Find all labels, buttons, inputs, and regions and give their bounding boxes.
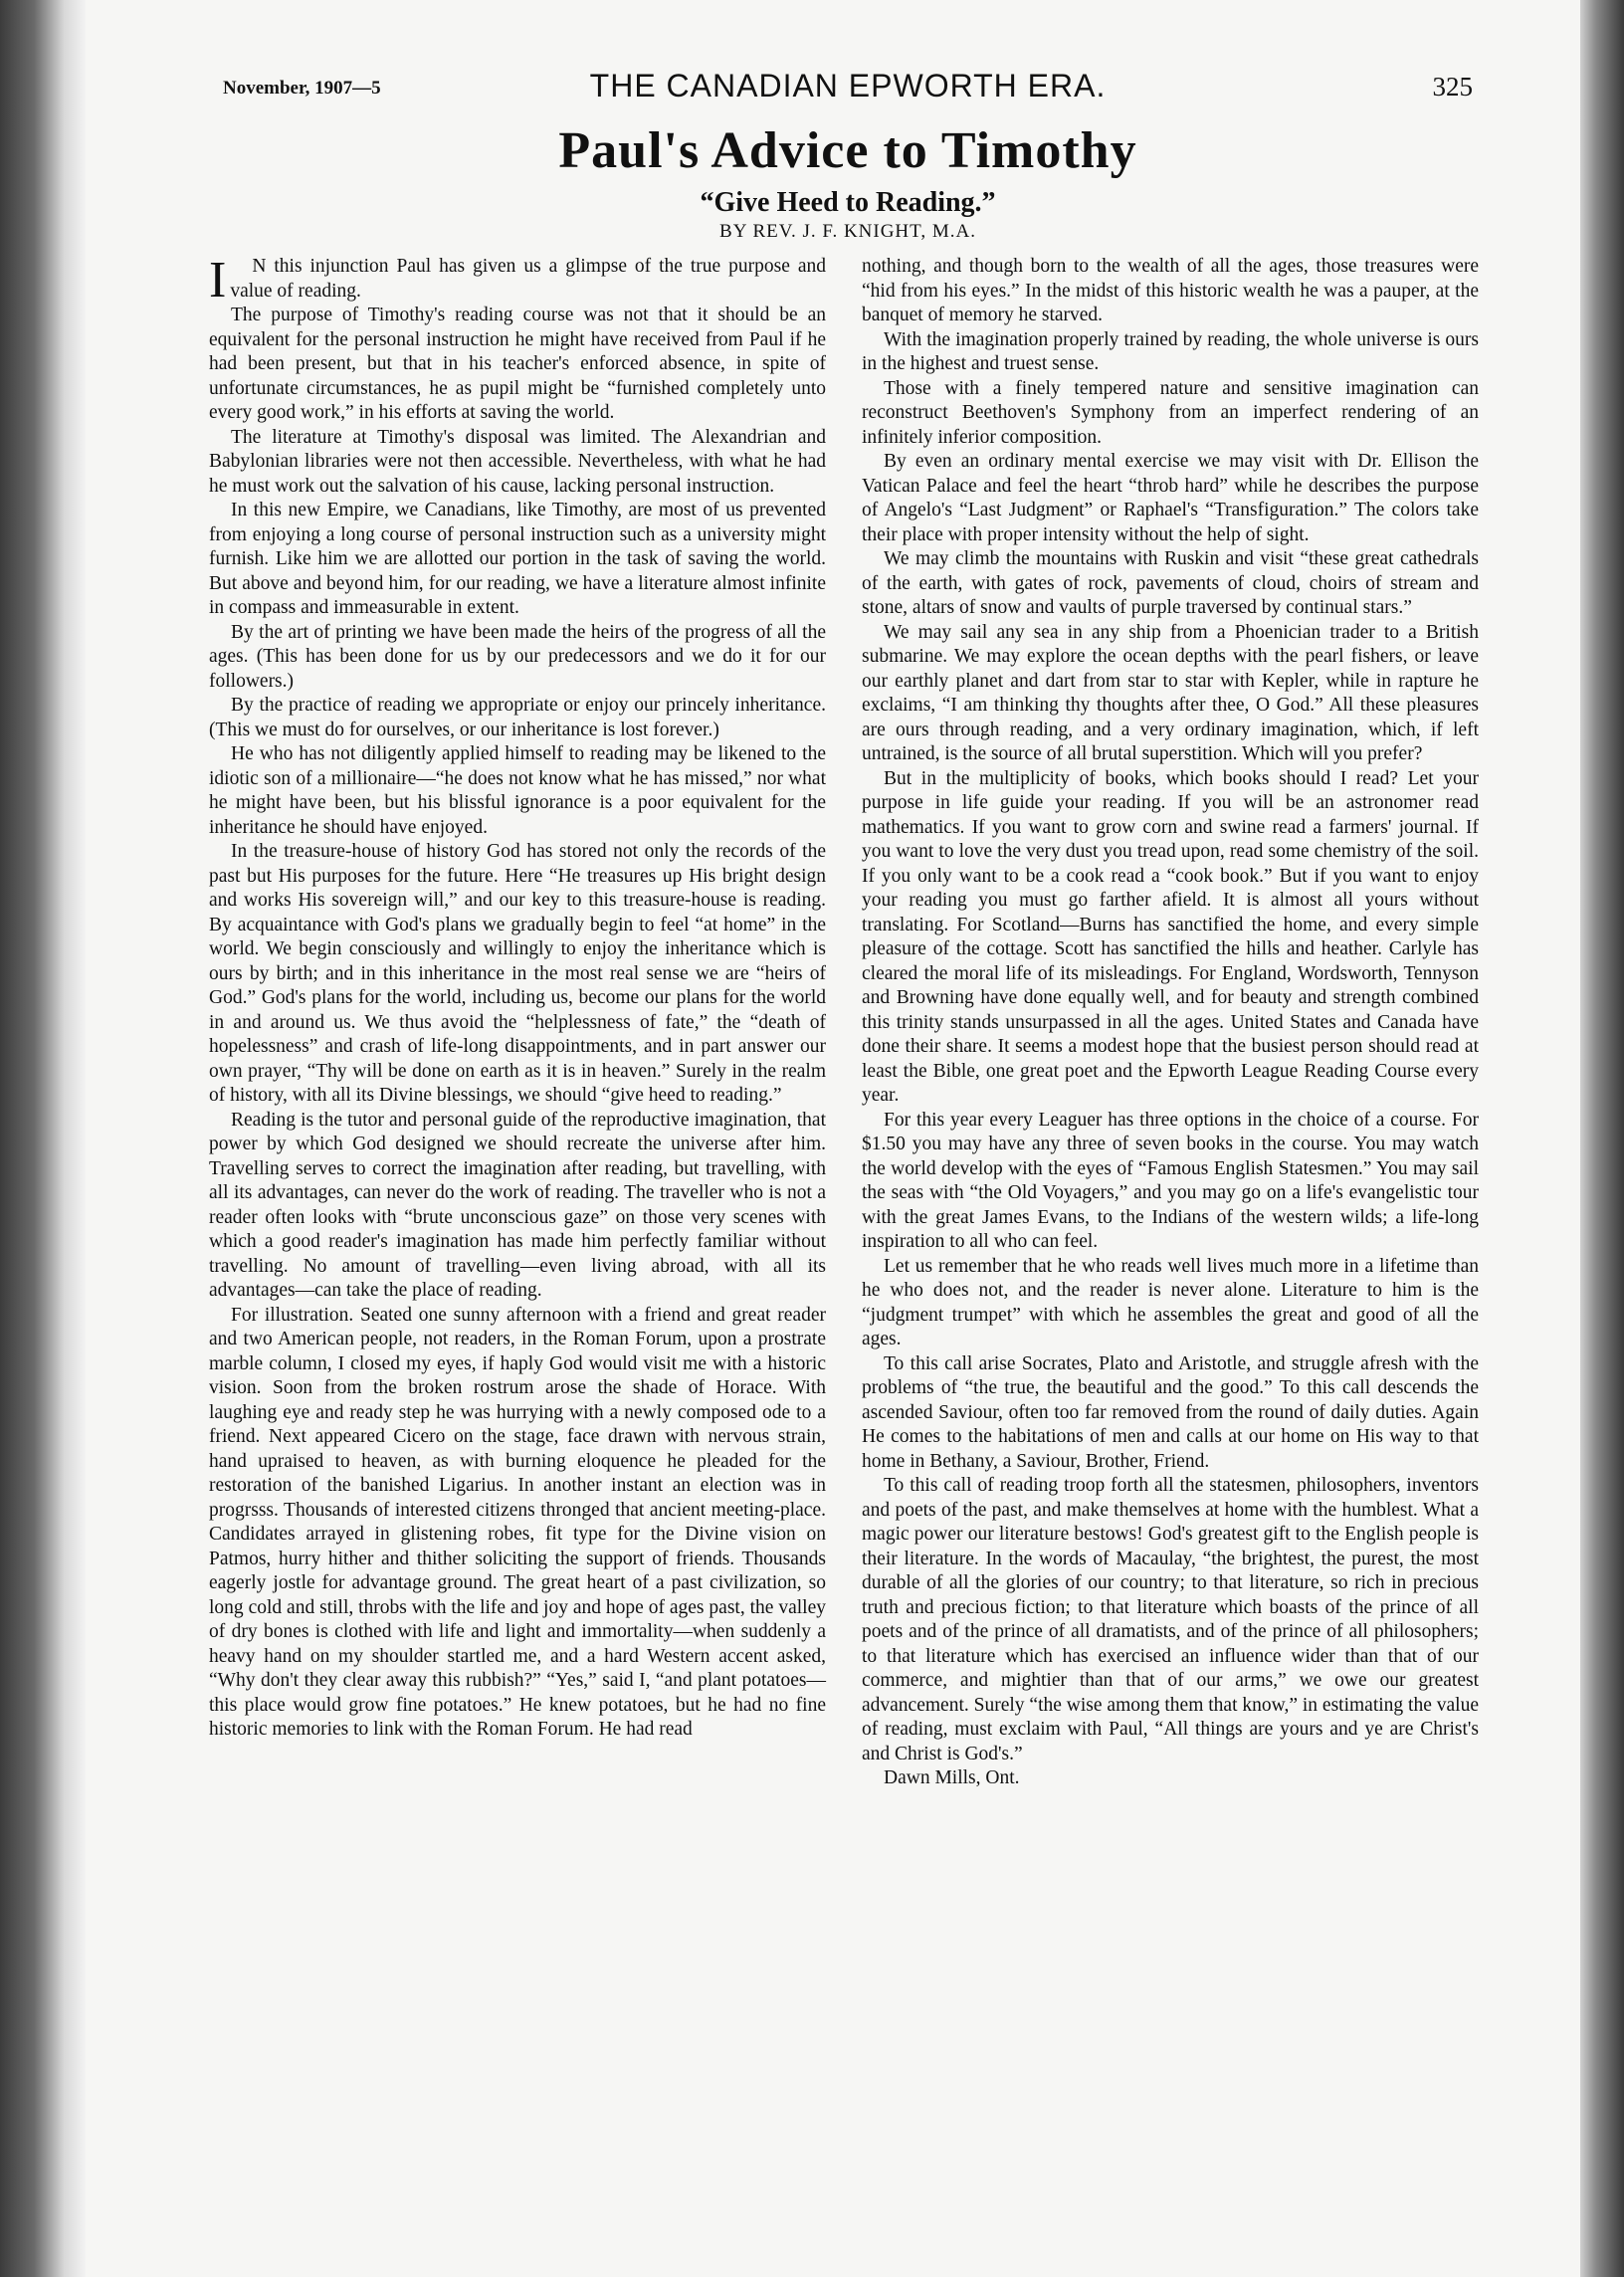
paragraph-continuation: nothing, and though born to the wealth of all the ages, those treasures were “hid from his eyes.” In the midst of this historic wealth he was a pauper, at the banquet of memory he starved.: [862, 256, 1479, 325]
paragraph: The purpose of Timothy's reading course was not that it should be an equivalent for the personal instruction he might have received from Paul if he had been present, but that in his teacher's enforced absence, in spite of unfortunate circumstances, he as pupil might be “furnished completely unto every good work,” in his efforts at saving the world.: [209, 305, 826, 423]
article-byline: BY REV. J. F. KNIGHT, M.A.: [719, 221, 976, 242]
paragraph: To this call of reading troop forth all the statesmen, philosophers, inventors and poets of the past, and make themselves at home with the humblest. What a magic power our literature bestows! God's greatest gift to the English people is their literature. In the words of Macaulay, “the brightest, the purest, the most durable of all the glories of our country; to that literature, so rich in precious truth and precious fiction; to that literature which boasts of the prince of all poets and of the prince of all dramatists, and of the prince of all philosophers; to that literature which has exercised an influence wider than that of our commerce, and mightier than that of our arms,” we owe our greatest advancement. Surely “the wise among them that know,” in estimating the value of reading, must exclaim with Paul, “All things are yours and ye are Christ's and Christ is God's.”: [862, 1475, 1479, 1764]
article-subtitle: “Give Heed to Reading.”: [700, 187, 996, 218]
article-title: Paul's Advice to Timothy: [558, 122, 1137, 179]
paragraph: We may sail any sea in any ship from a Phoenician trader to a British submarine. We may explore the ocean depths with the pearl fishers, or leave our earthly planet and dart from star to star with Kepler, while in rapture he exclaims, “I am thinking thy thoughts after thee, O God.” All these pleasures are ours through reading, and a very ordinary imagination, which, if left untrained, is the source of all brutal superstition. Which will you prefer?: [862, 621, 1479, 764]
page-number: 325: [1432, 72, 1473, 102]
publication-title: THE CANADIAN EPWORTH ERA.: [589, 68, 1107, 104]
paragraph: For this year every Leaguer has three options in the choice of a course. For $1.50 you may have any three of seven books in the course. You may watch the world develop with the eyes of “Famous English Statesmen.” You may sail the seas with “the Old Voyagers,” and you may go on a life's evangelistic tour with the great James Evans, to the Indians of the western wilds; a life-long inspiration to all who can feel.: [862, 1109, 1479, 1252]
paragraph: In this new Empire, we Canadians, like Timothy, are most of us prevented from enjoying a long course of personal instruction such as a university might furnish. Like him we are allotted our portion in the task of saving the world. But above and beyond him, for our reading, we have a literature almost infinite in compass and immeasurable in extent.: [209, 500, 826, 618]
paragraph: With the imagination properly trained by reading, the whole universe is ours in the highest and truest sense.: [862, 328, 1479, 374]
right-column: [862, 255, 1479, 1791]
paragraph: He who has not diligently applied himself to reading may be likened to the idiotic son of a millionaire—“he does not know what he has missed,” nor what he might have been, but his blissful ignorance is a poor equivalent for the inheritance he should have enjoyed.: [209, 743, 826, 838]
paragraph: To this call arise Socrates, Plato and Aristotle, and struggle afresh with the problems of “the true, the beautiful and the good.” To this call descends the ascended Saviour, often too far removed from the round of daily duties. Again He comes to the habitations of men and calls at our home on His way to that home in Bethany, a Saviour, Brother, Friend.: [862, 1352, 1479, 1472]
paragraph: By even an ordinary mental exercise we may visit with Dr. Ellison the Vatican Palace and feel the heart “throb hard” while he describes the purpose of Angelo's “Last Judgment” or Raphael's “Transfiguration.” The colors take their place with proper intensity without the help of sight.: [862, 451, 1479, 545]
paragraph: Those with a finely tempered nature and sensitive imagination can reconstruct Beethoven's Symphony from an imperfect rendering of an infinitely inferior composition.: [862, 377, 1479, 448]
paragraph: Let us remember that he who reads well lives much more in a lifetime than he who does not, and the reader is never alone. Literature to him is the “judgment trumpet” with which he assembles the great and good of all the ages.: [862, 1255, 1479, 1349]
drop-cap: I: [209, 252, 227, 309]
paragraph: But in the multiplicity of books, which books should I read? Let your purpose in life guide your reading. If you will be an astronomer read mathematics. If you want to grow corn and swine read a farmers' journal. If you want to love the very dust you tread upon, read some chemistry of the soil. If you only want to be a cook read a “cook book.” But if you want to enjoy your reading you must go farther afield. It is almost all yours without translating. For Scotland—Burns has sanctified the home, and every simple pleasure of the cottage. Scott has sanctified the hills and heather. Carlyle has cleared the moral life of its misleadings. For England, Wordsworth, Tennyson and Browning have done equally well, and for beauty and strength combined this trinity stands unsurpassed in all the ages. United States and Canada have done their share. It seems a modest hope that the busiest person should read at least the Bible, one great poet and the Epworth League Reading Course every year.: [862, 767, 1479, 1106]
paragraph: [209, 252, 826, 309]
paragraph: The literature at Timothy's disposal was limited. The Alexandrian and Babylonian libraries were not then accessible. Nevertheless, with what he had he must work out the salvation of his cause, lacking personal instruction.: [209, 426, 826, 497]
paragraph: Reading is the tutor and personal guide of the reproductive imagination, that power by which God designed we should recreate the universe after him. Travelling serves to correct the imagination after reading, but travelling, with all its advantages, can never do the work of reading. The traveller who is not a reader often looks with “brute unconscious gaze” on those very scenes with which a good reader's imagination has made him perfectly familiar without travelling. No amount of travelling—even living abroad, with all its advantages—can take the place of reading.: [209, 1109, 826, 1301]
paragraph: By the art of printing we have been made the heirs of the progress of all the ages. (This has been done for us by our predecessors and we do it for our followers.): [209, 621, 826, 692]
paragraph: By the practice of reading we appropriate or enjoy our princely inheritance. (This we must do for ourselves, or our inheritance is lost forever.): [209, 695, 826, 740]
book-binding-gutter: [0, 0, 86, 2277]
left-column: [209, 252, 826, 1743]
magazine-page: [86, 0, 1580, 2277]
paragraph: We may climb the mountains with Ruskin and visit “these great cathedrals of the earth, with gates of rock, pavements of cloud, choirs of stream and stone, altars of snow and vaults of purple traversed by continual stars.”: [862, 548, 1479, 618]
page-edge-shadow: [1580, 0, 1624, 2277]
paragraph: For illustration. Seated one sunny afternoon with a friend and great reader and two American people, not readers, in the Roman Forum, upon a prostrate marble column, I closed my eyes, if haply God would visit me with a historic vision. Soon from the broken rostrum arose the shade of Horace. With laughing eye and ready step he was hurrying with a newly composed ode to a friend. Next appeared Cicero on the stage, face drawn with nervous strain, hand upraised to heaven, as with burning eloquence he pleaded for the restoration of the banished Ligarius. In another instant an election was in progrsss. Thousands of interested citizens thronged that ancient meeting-place. Candidates arrayed in glistening robes, fit type for the Divine vision on Patmos, hurry hither and thither soliciting the support of friends. Thousands eagerly jostle for advantage ground. The great heart of a past civilization, so long cold and still, throbs with the life and joy and hope of ages past, the valley of dry bones is clothed with life and light and immortality—when suddenly a heavy hand on my shoulder startled me, and a hard Western accent asked, “Why don't they clear away this rubbish?” “Yes,” said I, “and plant potatoes—this place would grow fine potatoes.” He knew potatoes, but he had no fine historic memories to link with the Roman Forum. He had read: [209, 1304, 826, 1740]
paragraph-text: N this injunction Paul has given us a glimpse of the true purpose and value of reading.: [230, 256, 826, 302]
issue-date: November, 1907—5: [223, 78, 381, 99]
running-header: [223, 68, 1473, 117]
paragraph: In the treasure-house of history God has stored not only the records of the past but His purposes for the future. Here “He treasures up His bright design and works His sovereign will,” and our key to this treasure-house is reading. By acquaintance with God's plans we gradually begin to feel “at home” in the world. We begin consciously and willingly to enjoy the inheritance which is ours by birth; and in this inheritance in the most real sense we are “heirs of God.” God's plans for the world, including us, become our plans for the world in and around us. We thus avoid the “helplessness of fate,” the “death of hopelessness” and crash of life-long disappointments, and in part answer our own prayer, “Thy will be done on earth as it is in heaven.” Surely in the realm of history, with all its Divine blessings, we should “give heed to reading.”: [209, 841, 826, 1106]
author-location: Dawn Mills, Ont.: [884, 1767, 1020, 1788]
